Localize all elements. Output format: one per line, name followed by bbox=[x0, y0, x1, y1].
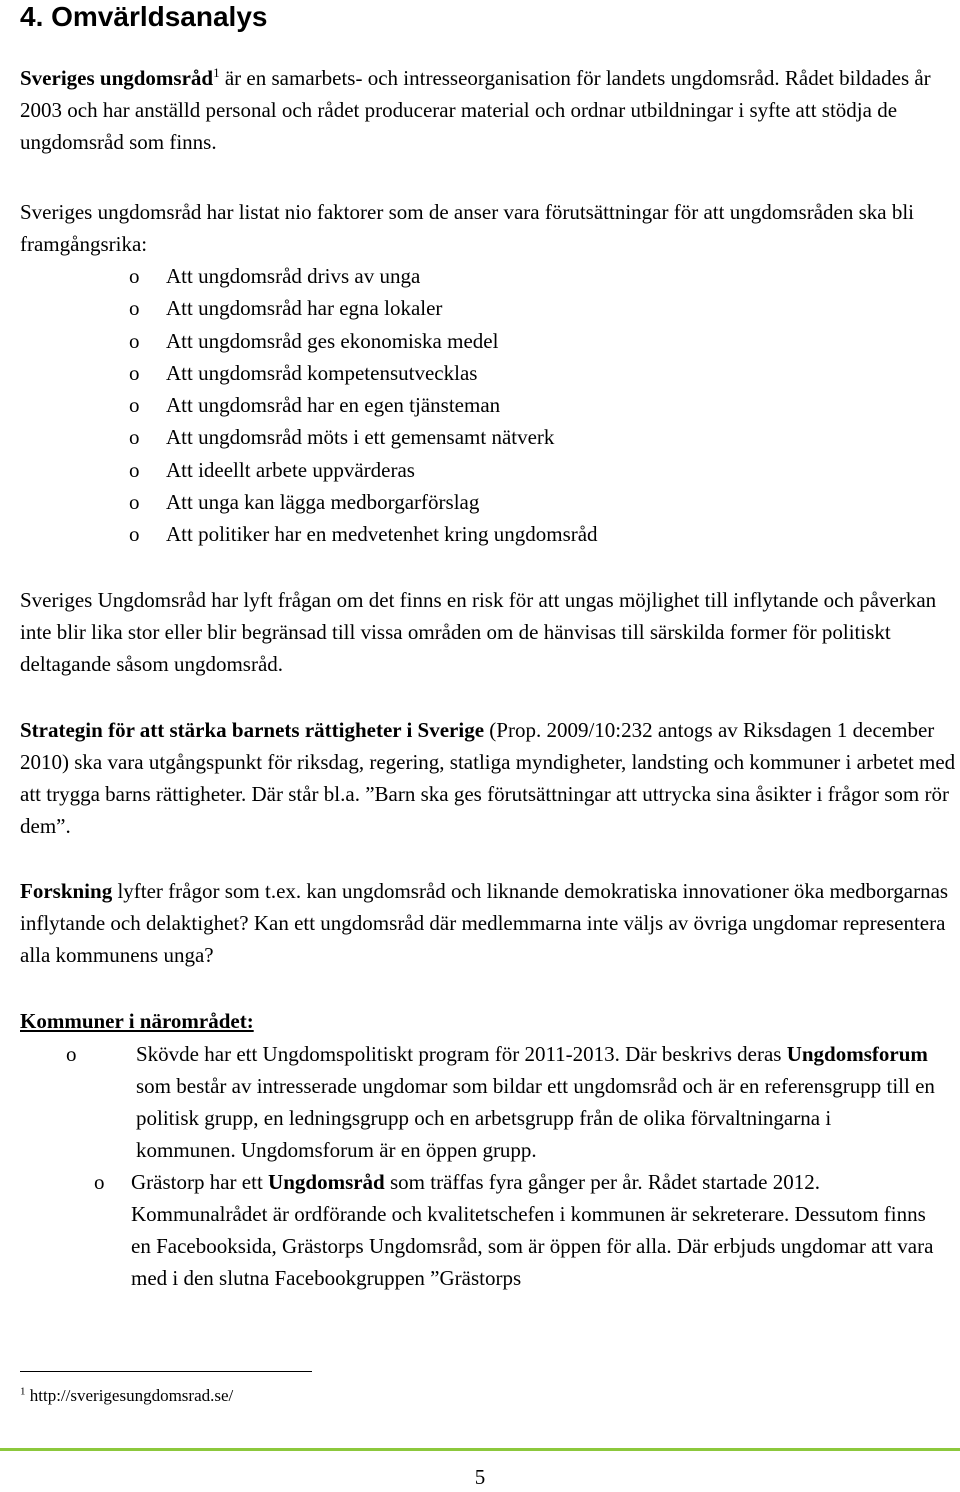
bullet-o-icon: o bbox=[129, 264, 140, 288]
footnote-number: 1 bbox=[20, 1385, 26, 1398]
list-item bbox=[0, 1038, 936, 1166]
page-number: 5 bbox=[474, 1465, 486, 1489]
research-title: Forskning bbox=[20, 879, 113, 903]
list-item bbox=[0, 260, 940, 292]
list-item bbox=[0, 292, 940, 324]
bullet-o-icon: o bbox=[129, 296, 140, 321]
municipality-bold: Ungdomsforum bbox=[786, 1042, 928, 1066]
municipality-text-end: som består av intresserade ungdomar som bildar ett ungdomsråd och är en referensgrupp till en politisk grupp, en ledningsgrupp och en arbetsgrupp från de olika förvaltningarna i kommunen. Ungdomsforum är en öppen grupp. bbox=[136, 1074, 935, 1162]
intro-paragraph bbox=[20, 62, 960, 158]
list-item bbox=[0, 389, 940, 421]
factors-list bbox=[0, 260, 940, 551]
municipalities-heading: Kommuner i närområdet: bbox=[20, 1009, 254, 1033]
page-title: 4. Omvärldsanalys bbox=[20, 1, 268, 32]
footnote-reference: 1 bbox=[213, 65, 220, 80]
factor-text: Att ungdomsråd ges ekonomiska medel bbox=[166, 328, 499, 353]
factor-text: Att ungdomsråd kompetensutvecklas bbox=[166, 360, 478, 385]
bullet-o-icon: o bbox=[129, 360, 140, 385]
bullet-o-icon: o bbox=[94, 1170, 105, 1194]
bullet-o-icon: o bbox=[66, 1042, 77, 1066]
bullet-o-icon: o bbox=[129, 393, 140, 418]
municipality-text bbox=[136, 1038, 936, 1166]
strategy-text: (Prop. 2009/10:232 antogs av Riksdagen 1 december 2010) ska vara utgångspunkt för riksdag, regering, statliga myndigheter, landsting och kommuner i arbetet med att trygga barns rättigheter. Där står bl.a. ”Barn ska ges förutsättningar att uttrycka sina åsikter i frågor som rör dem”. bbox=[20, 718, 956, 838]
intro-bold-name: Sveriges ungdomsråd bbox=[20, 66, 214, 90]
footer-divider bbox=[0, 1448, 960, 1451]
municipality-bold: Ungdomsråd bbox=[268, 1170, 385, 1194]
strategy-paragraph bbox=[20, 714, 958, 842]
bullet-o-icon: o bbox=[129, 328, 140, 353]
factor-text: Att unga kan lägga medborgarförslag bbox=[166, 490, 480, 515]
list-item bbox=[0, 325, 940, 357]
strategy-title: Strategin för att stärka barnets rättigheter i Sverige bbox=[20, 718, 485, 742]
municipalities-list bbox=[0, 1038, 960, 1294]
factor-text: Att ungdomsråd har egna lokaler bbox=[166, 296, 443, 321]
bullet-o-icon: o bbox=[129, 425, 140, 450]
factors-intro-paragraph: Sveriges ungdomsråd har listat nio faktorer som de anser vara förutsättningar för att ungdomsråden ska bli framgångsrika: bbox=[20, 200, 915, 256]
municipality-text-start: Grästorp har ett bbox=[131, 1170, 269, 1194]
list-item bbox=[0, 1166, 946, 1294]
factor-text: Att politiker har en medvetenhet kring ungdomsråd bbox=[166, 522, 598, 547]
list-item bbox=[0, 454, 940, 486]
footnote-separator bbox=[20, 1371, 312, 1372]
list-item bbox=[0, 486, 940, 518]
risk-paragraph: Sveriges Ungdomsråd har lyft frågan om det finns en risk för att ungas möjlighet till inflytande och påverkan inte blir lika stor eller blir begränsad till vissa områden om de hänvisas till särskilda former för politiskt deltagande såsom ungdomsråd. bbox=[20, 588, 937, 676]
factor-text: Att ideellt arbete uppvärderas bbox=[166, 457, 415, 482]
municipality-text bbox=[131, 1166, 946, 1294]
factor-text: Att ungdomsråd har en egen tjänsteman bbox=[166, 393, 501, 418]
bullet-o-icon: o bbox=[129, 490, 140, 515]
footnote bbox=[20, 1384, 233, 1408]
intro-text: är en samarbets- och intresseorganisation för landets ungdomsråd. Rådet bildades år 2003 och har anställd personal och rådet producerar material och ordnar utbildningar i syfte att stödja de ungdomsråd som finns. bbox=[20, 66, 931, 154]
bullet-o-icon: o bbox=[129, 522, 140, 547]
factor-text: Att ungdomsråd möts i ett gemensamt nätverk bbox=[166, 425, 555, 450]
research-paragraph bbox=[20, 875, 958, 971]
municipality-text-end: som träffas fyra gånger per år. Rådet startade 2012. Kommunalrådet är ordförande och kvalitetschefen i kommunen är sekreterare. Dessutom finns en Facebooksida, Grästorps Ungdomsråd, som är öppen för alla. Där erbjuds ungdomar att vara med i den slutna Facebookgruppen ”Grästorps bbox=[131, 1170, 934, 1290]
bullet-o-icon: o bbox=[129, 457, 140, 482]
list-item bbox=[0, 518, 940, 550]
factor-text: Att ungdomsråd drivs av unga bbox=[166, 264, 421, 288]
list-item bbox=[0, 421, 940, 453]
list-item bbox=[0, 357, 940, 389]
footnote-link[interactable]: http://sverigesungdomsrad.se/ bbox=[25, 1386, 234, 1405]
research-text: lyfter frågor som t.ex. kan ungdomsråd och liknande demokratiska innovationer öka medborgarnas inflytande och delaktighet? Kan ett ungdomsråd där medlemmarna inte väljs av övriga ungdomar representera alla kommunens unga? bbox=[20, 879, 949, 967]
municipality-text-start: Skövde har ett Ungdomspolitiskt program för 2011-2013. Där beskrivs deras bbox=[136, 1042, 787, 1066]
